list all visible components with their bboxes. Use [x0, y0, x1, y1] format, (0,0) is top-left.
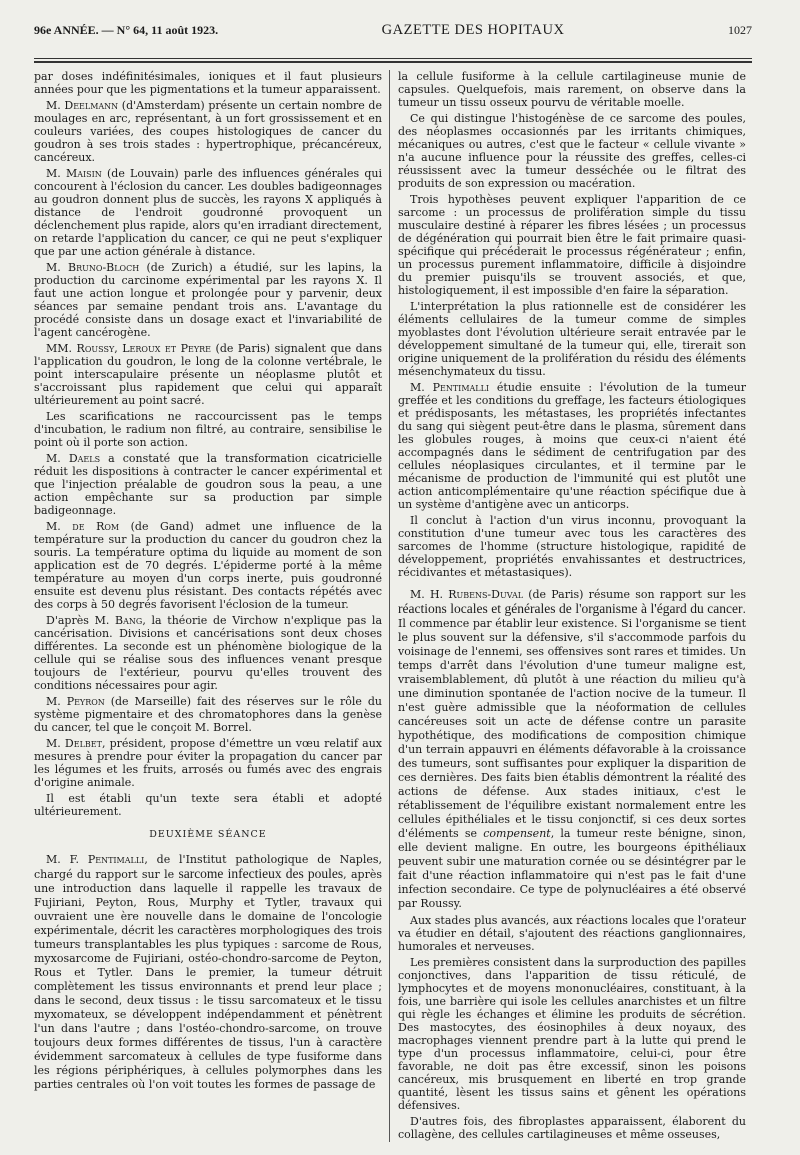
speaker-name: M. Peyron: [46, 695, 105, 708]
paragraph: Il conclut à l'action d'un virus inconnu, provoquant la constitution d'une tumeur avec tous les caractères des sarcomes de l'homme (structure histologique, rapidité de développement, propriétés envahissantes et destructrices, récidivantes et métastasiques).: [398, 514, 746, 579]
paragraph: L'interprétation la plus rationnelle est de considérer les éléments cellulaires de la tumeur comme de simples myoblastes dont l'évolution ultérieure serait entravée par le développement simultané de la tumeur qui, elle, tirerait son origine uniquement de la prolifération du résidu des éléments mésenchymateux du tissu.: [398, 300, 746, 378]
right-column: [398, 70, 746, 1150]
paragraph: M. F. Pentimalli, de l'Institut pathologique de Naples, chargé du rapport sur le sarcome infectieux des poules, après une introduction dans laquelle il rappelle les travaux de Fujiriani, Peyton, Rous, Murphy et Tytler, travaux qui ouvraient une ère nouvelle dans le domaine de l'oncologie expérimentale, décrit les caractères morphologiques des trois tumeurs transplantables les plus typiques : sarcome de Rous, myxosarcome de Fujiriani, ostéo-chondro-sarcome de Peyton, Rous et Tytler. Dans le premier, la tumeur détruit complètement les tissus environnants et prend leur place ; dans le second, deux tissus : le tissu sarcomateux et le tissu myxomateux, se développent indépendamment et pénètrent l'un dans l'autre ; dans l'ostéo-chondro-sarcome, on trouve toujours deux formes différentes de tissus, l'un à caractère évidemment sarcomateux à cellules de type fusiforme dans les régions périphériques, à cellules polymorphes dans les parties centrales où l'on voit toutes les formes de passage de: [34, 853, 382, 1091]
header-rule-thick: [34, 61, 752, 63]
speaker-name: M. H. Rubens-Duval: [410, 588, 524, 601]
paragraph: Ce qui distingue l'histogénèse de ce sarcome des poules, des néoplasmes occasionnés par les irritants chimiques, mécaniques ou autres, c'est que le facteur « cellule vivante » n'a aucune influence pour la réussite des greffes, celles-ci réussissent avec la tumeur desséchée ou le filtrat des produits de son expression ou macération.: [398, 112, 746, 190]
paragraph: M. Pentimalli étudie ensuite : l'évolution de la tumeur greffée et les conditions du greffage, les facteurs étiologiques et prédisposants, les métastases, les propriétés infectantes du sang qui siègent peut-être dans le plasma, sûrement dans les globules rouges, à moins que ceux-ci n'aient été accompagnés dans le sédiment de centrifugation par des cellules néoplasiques circulantes, et il termine par le mécanisme de production de l'immunité qui est plutôt une action anticomplémentaire qu'une réaction spécifique due à un système d'antigène avec un anticorps.: [398, 381, 746, 511]
paragraph: M. Deelmann (d'Amsterdam) présente un certain nombre de moulages en arc, représentant, à un fort grossissement et en couleurs variées, des coupes histologiques de cancer du goudron à ses trois stades : hypertrophique, précancéreux, cancéreux.: [34, 99, 382, 164]
paragraph: par doses indéfinitésimales, ioniques et il faut plusieurs années pour que les pigmentations et la tumeur apparaissent.: [34, 70, 382, 96]
paragraph: M. H. Rubens-Duval (de Paris) résume son rapport sur les réactions locales et générales de l'organisme à l'égard du cancer. Il commence par établir leur existence. Si l'organisme se tient le plus souvent sur la défensive, s'il s'accommode parfois du voisinage de l'ennemi, ses offensives sont rares et timides. Un temps d'arrêt dans l'évolution d'une tumeur maligne est, vraisemblablement, dû plutôt à une réaction du milieu qu'à une diminution spontanée de l'action nocive de la tumeur. Il n'est guère admissible que la néoformation de cellules cancéreuses soit un acte de défense contre un parasite hypothétique, des modifications de composition chimique d'un terrain appauvri en éléments défavorable à la croissance des tumeurs, sont suffisantes pour expliquer la disparition de ces dernières. Des faits bien établis démontrent la réalité des actions de défense. Aux stades initiaux, c'est le rétablissement de l'équilibre existant normalement entre les cellules épithéliales et le tissu conjonctif, si ces deux sortes d'éléments se compensent, la tumeur reste bénigne, sinon, elle devient maligne. En outre, les bourgeons épithéliaux peuvent subir une maturation cornée ou se désintégrer par le fait d'une réaction inflammatoire qui n'est pas le fait d'une infection secondaire. Ce type de polynucléaires a été observé par Roussy.: [398, 588, 746, 910]
paragraph: M. Maisin (de Louvain) parle des influences générales qui concourent à l'éclosion du cancer. Les doubles badigeonnages au goudron donnent plus de succès, les rayons X appliqués à distance de l'endroit goudronné provoquent un déclenchement plus rapide, alors qu'en irradiant directement, on retarde l'application du cancer, ce qui ne peut s'expliquer que par une action générale à distance.: [34, 167, 382, 258]
speaker-name: M. Pentimalli: [410, 381, 490, 394]
speaker-name: M. Bang: [94, 614, 143, 627]
paragraph: Il est établi qu'un texte sera établi et adopté ultérieurement.: [34, 792, 382, 818]
journal-title: GAZETTE DES HOPITAUX: [381, 22, 565, 38]
page-header: [34, 22, 752, 46]
speaker-name: M. de Rom: [46, 520, 120, 533]
issue-info: 96e ANNÉE. — N° 64, 11 août 1923.: [34, 23, 219, 37]
speaker-name: M. F. Pentimalli: [46, 853, 145, 866]
paragraph: M. de Rom (de Gand) admet une influence de la température sur la production du cancer du goudron chez la souris. La température optima du liquide au moment de son application est de 70 degrés. L'épiderme porté à la même température au moyen d'un corps inerte, puis goudronné ensuite est devenu plus résistant. Des contacts répétés avec des corps à 50 degrés favorisent l'éclosion de la tumeur.: [34, 520, 382, 611]
speaker-name: MM. Roussy, Leroux et Peyre: [46, 342, 212, 355]
paragraph: M. Daels a constaté que la transformation cicatricielle réduit les dispositions à contracter le cancer expérimental et que l'injection préalable de goudron sous la peau, a une action empêchante sur sa production par simple badigeonnage.: [34, 452, 382, 517]
paragraph: Les premières consistent dans la surproduction des papilles conjonctives, dans l'apparition de tissu réticulé, de lymphocytes et de moyens mononucléaires, constituant, à la fois, une barrière qui isole les cellules anarchistes et un filtre qui règle les échanges et élimine les produits de sécrétion. Des mastocytes, des éosinophiles à deux noyaux, des macrophages viennent prendre part à la lutte qui prend le type d'un processus inflammatoire, celui-ci, pour être favorable, ne doit pas être excessif, sinon les poisons cancéreux, mis brusquement en liberté en trop grande quantité, lèsent les tissus sains et gênent les opérations défensives.: [398, 956, 746, 1112]
page-number: 1027: [727, 23, 752, 37]
paragraph: M. Delbet, président, propose d'émettre un vœu relatif aux mesures à prendre pour éviter la propagation du cancer par les légumes et les fruits, arrosés ou fumés avec des engrais d'origine animale.: [34, 737, 382, 789]
header-rule: [34, 58, 752, 59]
speaker-name: M. Maisin: [46, 167, 102, 180]
column-divider: [389, 70, 390, 1142]
paragraph: M. Peyron (de Marseille) fait des réserves sur le rôle du système pigmentaire et des chromatophores dans la genèse du cancer, tel que le conçoit M. Borrel.: [34, 695, 382, 734]
paragraph: D'après M. Bang, la théorie de Virchow n'explique pas la cancérisation. Divisions et cancérisations sont deux choses différentes. La seconde est un phénomène biologique de la cellule qui se réalise sous des influences venant presque toujours de l'extérieur, pourvu qu'elles trouvent des conditions nécessaires pour agir.: [34, 614, 382, 692]
speaker-name: M. Delbet: [46, 737, 102, 750]
paragraph: D'autres fois, des fibroplastes apparaissent, élaborent du collagène, des cellules cartilagineuses et même osseuses,: [398, 1115, 746, 1141]
paragraph: la cellule fusiforme à la cellule cartilagineuse munie de capsules. Quelquefois, mais rarement, on observe dans la tumeur un tissu osseux pourvu de véritable moelle.: [398, 70, 746, 109]
paragraph: Les scarifications ne raccourcissent pas le temps d'incubation, le radium non filtré, au contraire, sensibilise le point où il porte son action.: [34, 410, 382, 449]
paragraph: Trois hypothèses peuvent expliquer l'apparition de ce sarcome : un processus de prolifération simple du tissu musculaire destiné à réparer les fibres lésées ; un processus de dégénération qui pourrait bien être le fait primaire quasi-spécifique qui précéderait le processus régénérateur ; enfin, un processus purement inflammatoire, difficile à disjoindre du premier puisqu'ils se trouvent associés, et que, histologiquement, il est impossible d'en faire la séparation.: [398, 193, 746, 297]
report-topic: sarcome infectieux des poules: [178, 866, 344, 881]
report-topic: réactions locales et générales de l'organisme à l'égard du cancer: [398, 601, 743, 616]
paragraph: MM. Roussy, Leroux et Peyre (de Paris) signalent que dans l'application du goudron, le long de la colonne vertébrale, le point interscapulaire présente un néoplasme plutôt et s'accroissant plus rapidement que celui qui apparaît ultérieurement au point sacré.: [34, 342, 382, 407]
paragraph: M. Bruno-Bloch (de Zurich) a étudié, sur les lapins, la production du carcinome expérimental par les rayons X. Il faut une action longue et prolongée pour y parvenir, deux séances par semaine pendant trois ans. L'avantage du procédé consiste dans un dosage exact et l'invariabilité de l'agent cancérogène.: [34, 261, 382, 339]
left-column: [34, 70, 382, 1150]
speaker-name: M. Daels: [46, 452, 101, 465]
paragraph: Aux stades plus avancés, aux réactions locales que l'orateur va étudier en détail, s'ajoutent des réactions ganglionnaires, humorales et nerveuses.: [398, 914, 746, 953]
speaker-name: M. Bruno-Bloch: [46, 261, 140, 274]
speaker-name: M. Deelmann: [46, 99, 119, 112]
section-title: DEUXIÈME SÉANCE: [149, 829, 267, 840]
